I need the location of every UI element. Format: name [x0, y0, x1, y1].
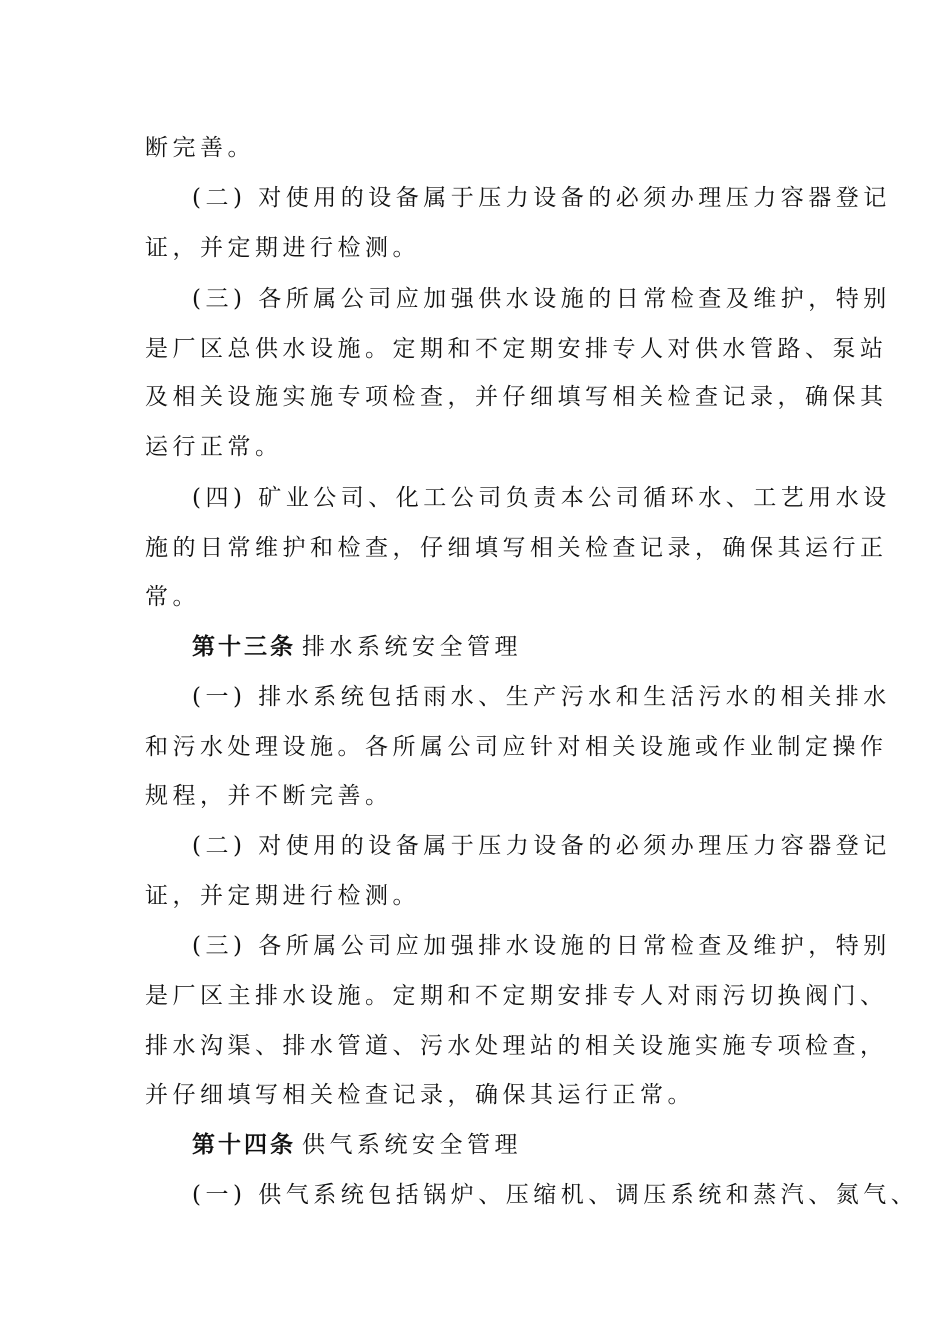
article-number: 第十三条 — [192, 633, 296, 660]
article-title: 排水系统安全管理 — [302, 634, 522, 660]
paragraph-line: (三) 各所属公司应加强排水设施的日常检查及维护，特别 — [192, 933, 891, 959]
paragraph-line: 并仔细填写相关检查记录，确保其运行正常。 — [145, 1082, 695, 1108]
article-heading — [192, 1125, 522, 1165]
paragraph-line: (一) 排水系统包括雨水、生产污水和生活污水的相关排水 — [192, 684, 891, 710]
article-heading — [192, 627, 522, 667]
paragraph-line: 运行正常。 — [145, 434, 283, 460]
paragraph-line: (二) 对使用的设备属于压力设备的必须办理压力容器登记 — [192, 185, 891, 211]
paragraph-line: 常。 — [145, 584, 200, 610]
paragraph-line: 施的日常维护和检查，仔细填写相关检查记录，确保其运行正 — [145, 535, 888, 561]
paragraph-line: 规程，并不断完善。 — [145, 783, 393, 809]
paragraph-line: (三) 各所属公司应加强供水设施的日常检查及维护，特别 — [192, 286, 891, 312]
paragraph-line: 证，并定期进行检测。 — [145, 883, 420, 909]
paragraph-line: 和污水处理设施。各所属公司应针对相关设施或作业制定操作 — [145, 734, 888, 760]
paragraph-line: 是厂区总供水设施。定期和不定期安排专人对供水管路、泵站 — [145, 336, 888, 362]
paragraph-line: 断完善。 — [145, 135, 255, 161]
paragraph-line: 证，并定期进行检测。 — [145, 235, 420, 261]
paragraph-line: (二) 对使用的设备属于压力设备的必须办理压力容器登记 — [192, 833, 891, 859]
paragraph-line: 及相关设施实施专项检查，并仔细填写相关检查记录，确保其 — [145, 384, 888, 410]
paragraph-line: (一) 供气系统包括锅炉、压缩机、调压系统和蒸汽、氮气、 — [192, 1182, 919, 1208]
article-number: 第十四条 — [192, 1131, 296, 1158]
paragraph-line: 排水沟渠、排水管道、污水处理站的相关设施实施专项检查， — [145, 1033, 888, 1059]
paragraph-line: (四) 矿业公司、化工公司负责本公司循环水、工艺用水设 — [192, 485, 891, 511]
paragraph-line: 是厂区主排水设施。定期和不定期安排专人对雨污切换阀门、 — [145, 983, 888, 1009]
article-title: 供气系统安全管理 — [302, 1132, 522, 1158]
